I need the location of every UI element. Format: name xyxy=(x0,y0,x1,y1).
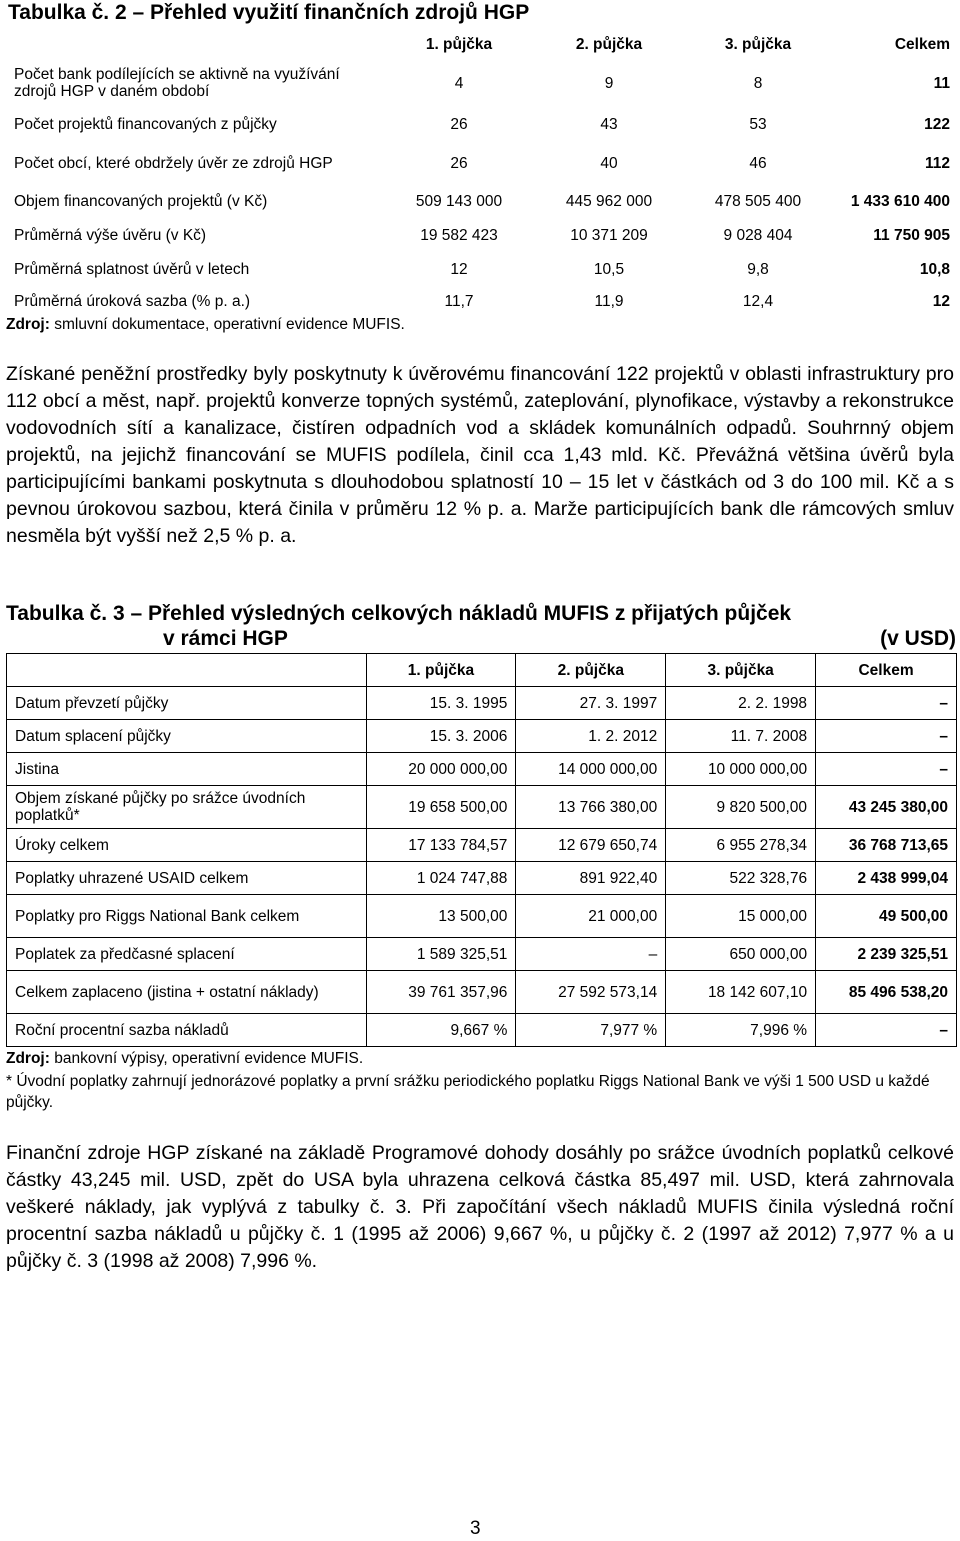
cell-value: 39 761 357,96 xyxy=(366,971,516,1014)
table3-source xyxy=(6,1050,363,1068)
row-label: Roční procentní sazba nákladů xyxy=(7,1014,367,1047)
row-label: Objem získané půjčky po srážce úvodních poplatků* xyxy=(7,786,367,829)
cell-value: 7,977 % xyxy=(516,1014,666,1047)
table-row xyxy=(7,1014,957,1047)
table2-header-cell: 3. půjčka xyxy=(724,35,792,53)
page-number: 3 xyxy=(470,1518,481,1539)
table2-header-empty xyxy=(6,28,384,60)
cell-value: 40 xyxy=(600,154,618,172)
cell-value: 15 000,00 xyxy=(666,895,816,938)
table-row xyxy=(7,895,957,938)
cell-value: 12 679 650,74 xyxy=(516,829,666,862)
cell-value: 46 xyxy=(749,154,767,172)
table2-source xyxy=(6,316,405,334)
cell-total: 122 xyxy=(924,115,950,133)
cell-value: 19 658 500,00 xyxy=(366,786,516,829)
cell-value: 891 922,40 xyxy=(516,862,666,895)
table3-header-cell: 2. půjčka xyxy=(516,654,666,687)
row-label: Úroky celkem xyxy=(7,829,367,862)
cell-value: 12,4 xyxy=(742,292,774,310)
cell-value: 9,667 % xyxy=(366,1014,516,1047)
table-row xyxy=(6,184,958,218)
source-text: smluvní dokumentace, operativní evidence MUFIS. xyxy=(49,316,405,333)
cell-value: 2. 2. 1998 xyxy=(666,687,816,720)
table2-header-cell: Celkem xyxy=(894,35,950,53)
row-label: Datum převzetí půjčky xyxy=(7,687,367,720)
cell-total: 2 239 325,51 xyxy=(816,938,957,971)
cell-value: 21 000,00 xyxy=(516,895,666,938)
row-label: Poplatky uhrazené USAID celkem xyxy=(7,862,367,895)
table3-footnote: * Úvodní poplatky zahrnují jednorázové poplatky a první srážku periodického poplatku Riggs National Bank ve výši 1 500 USD u každé půjčky. xyxy=(6,1073,930,1111)
cell-total: 112 xyxy=(924,154,950,172)
table3-title-line2: v rámci HGP xyxy=(163,627,288,650)
cell-value: 18 142 607,10 xyxy=(666,971,816,1014)
table3-title-line2-wrap xyxy=(6,626,956,651)
table-row xyxy=(6,60,958,106)
cell-value: 9 028 404 xyxy=(723,226,793,244)
cell-value: 53 xyxy=(749,115,767,133)
cell-total: – xyxy=(816,720,957,753)
row-label: Objem financovaných projektů (v Kč) xyxy=(14,192,268,210)
row-label: Počet projektů financovaných z půjčky xyxy=(14,115,277,133)
cell-value: 7,996 % xyxy=(666,1014,816,1047)
table2 xyxy=(6,28,958,316)
cell-total: 11 750 905 xyxy=(873,226,950,244)
cell-total: 2 438 999,04 xyxy=(816,862,957,895)
cell-value: 9 xyxy=(604,74,614,92)
table-row xyxy=(7,753,957,786)
table3-header-cell: 1. půjčka xyxy=(366,654,516,687)
cell-value: 17 133 784,57 xyxy=(366,829,516,862)
cell-value: 509 143 000 xyxy=(415,192,503,210)
cell-value: – xyxy=(516,938,666,971)
row-label: Průměrná úroková sazba (% p. a.) xyxy=(14,292,251,310)
table3-currency: (v USD) xyxy=(880,627,956,650)
table-row xyxy=(6,252,958,286)
cell-total: – xyxy=(816,687,957,720)
paragraph-2: Finanční zdroje HGP získané na základě Programové dohody dosáhly po srážce úvodních poplatků celkové částky 43,245 mil. USD, zpět do USA byla uhrazena celková částka 85,497 mil. USD, která zahrnovala veškeré náklady, jak vyplývá z tabulky č. 3. Při započítání všech nákladů MUFIS činila výsledná roční procentní sazba nákladů u půjčky č. 1 (1995 až 2006) 9,667 %, u půjčky č. 2 (1997 až 2012) 7,977 % a u půjčky č. 3 (1998 až 2008) 7,996 %. xyxy=(6,1142,954,1272)
cell-value: 9 820 500,00 xyxy=(666,786,816,829)
cell-value: 12 xyxy=(450,260,468,278)
cell-total: 49 500,00 xyxy=(816,895,957,938)
table3-title-line1: Tabulka č. 3 – Přehled výsledných celkových nákladů MUFIS z přijatých půjček xyxy=(6,602,792,625)
cell-total: 12 xyxy=(932,292,950,310)
table3-header-row xyxy=(7,654,957,687)
row-label: Průměrná splatnost úvěrů v letech xyxy=(14,260,250,278)
cell-total: 1 433 610 400 xyxy=(850,192,950,210)
table2-header-cell: 2. půjčka xyxy=(575,35,643,53)
cell-value: 1. 2. 2012 xyxy=(516,720,666,753)
cell-value: 11. 7. 2008 xyxy=(666,720,816,753)
cell-value: 27. 3. 1997 xyxy=(516,687,666,720)
cell-value: 27 592 573,14 xyxy=(516,971,666,1014)
cell-total: 85 496 538,20 xyxy=(816,971,957,1014)
source-text: bankovní výpisy, operativní evidence MUFIS. xyxy=(49,1050,364,1067)
table-row xyxy=(6,142,958,184)
cell-value: 11,9 xyxy=(594,292,624,310)
cell-total: 36 768 713,65 xyxy=(816,829,957,862)
source-label: Zdroj: xyxy=(6,316,50,333)
cell-value: 6 955 278,34 xyxy=(666,829,816,862)
cell-total: 10,8 xyxy=(919,260,950,278)
row-label: Poplatek za předčasné splacení xyxy=(7,938,367,971)
cell-total: – xyxy=(816,753,957,786)
table3-header-empty xyxy=(7,654,367,687)
table3 xyxy=(6,653,957,1047)
paragraph-1: Získané peněžní prostředky byly poskytnuty k úvěrovému financování 122 projektů v oblasti infrastruktury pro 112 obcí a měst, např. projektů konverze topných systémů, zateplování, plynofikace, výstavby a rekonstrukce vodovodních sítí a kanalizace, čistíren odpadních vod a skládek komunálních odpadů. Souhrnný objem projektů, na jejichž financování se MUFIS podílela, činil cca 1,43 mld. Kč. Převážná většina úvěrů byla participujícími bankami poskytnuta s dlouhodobou splatností 10 – 15 let v částkách od 3 do 100 mil. Kč a s pevnou úrokovou sazbou, která činila v průměru 12 % p. a. Marže participujících bank dle rámcových smluv nesměla být vyšší než 2,5 % p. a. xyxy=(6,363,954,547)
cell-value: 445 962 000 xyxy=(565,192,653,210)
table3-header-cell: Celkem xyxy=(816,654,957,687)
table-row xyxy=(7,829,957,862)
table2-title: Tabulka č. 2 – Přehled využití finančních zdrojů HGP xyxy=(8,1,530,24)
source-label: Zdroj: xyxy=(6,1050,50,1067)
table-row xyxy=(7,862,957,895)
cell-value: 14 000 000,00 xyxy=(516,753,666,786)
table3-title xyxy=(6,601,956,651)
cell-value: 19 582 423 xyxy=(420,226,498,244)
table2-header-row xyxy=(6,28,958,60)
cell-value: 4 xyxy=(454,74,464,92)
cell-value: 26 xyxy=(450,154,468,172)
cell-value: 15. 3. 2006 xyxy=(366,720,516,753)
row-label: Poplatky pro Riggs National Bank celkem xyxy=(7,895,367,938)
cell-value: 650 000,00 xyxy=(666,938,816,971)
cell-value: 13 500,00 xyxy=(366,895,516,938)
cell-value: 9,8 xyxy=(747,260,769,278)
table-row xyxy=(6,286,958,316)
cell-value: 1 024 747,88 xyxy=(366,862,516,895)
cell-value: 1 589 325,51 xyxy=(366,938,516,971)
cell-value: 10,5 xyxy=(593,260,625,278)
cell-total: 11 xyxy=(933,74,950,92)
table-row xyxy=(7,971,957,1014)
row-label: Počet obcí, které obdržely úvěr ze zdrojů HGP xyxy=(14,154,333,172)
table-row xyxy=(7,786,957,829)
table-row xyxy=(6,218,958,252)
table-row xyxy=(6,106,958,142)
cell-value: 43 xyxy=(600,115,618,133)
table-row xyxy=(7,720,957,753)
cell-value: 10 371 209 xyxy=(570,226,648,244)
cell-value: 478 505 400 xyxy=(714,192,802,210)
table-row xyxy=(7,687,957,720)
cell-value: 13 766 380,00 xyxy=(516,786,666,829)
row-label: Celkem zaplaceno (jistina + ostatní náklady) xyxy=(7,971,367,1014)
cell-value: 10 000 000,00 xyxy=(666,753,816,786)
cell-total: – xyxy=(816,1014,957,1047)
row-label: Počet bank podílejících se aktivně na využívání zdrojů HGP v daném období xyxy=(14,66,340,100)
row-label: Datum splacení půjčky xyxy=(7,720,367,753)
table2-header-cell: 1. půjčka xyxy=(425,35,493,53)
row-label: Průměrná výše úvěru (v Kč) xyxy=(14,226,207,244)
cell-total: 43 245 380,00 xyxy=(816,786,957,829)
table-row xyxy=(7,938,957,971)
cell-value: 26 xyxy=(450,115,468,133)
table3-header-cell: 3. půjčka xyxy=(666,654,816,687)
cell-value: 15. 3. 1995 xyxy=(366,687,516,720)
cell-value: 11,7 xyxy=(444,292,474,310)
cell-value: 8 xyxy=(753,74,763,92)
cell-value: 20 000 000,00 xyxy=(366,753,516,786)
cell-value: 522 328,76 xyxy=(666,862,816,895)
row-label: Jistina xyxy=(7,753,367,786)
